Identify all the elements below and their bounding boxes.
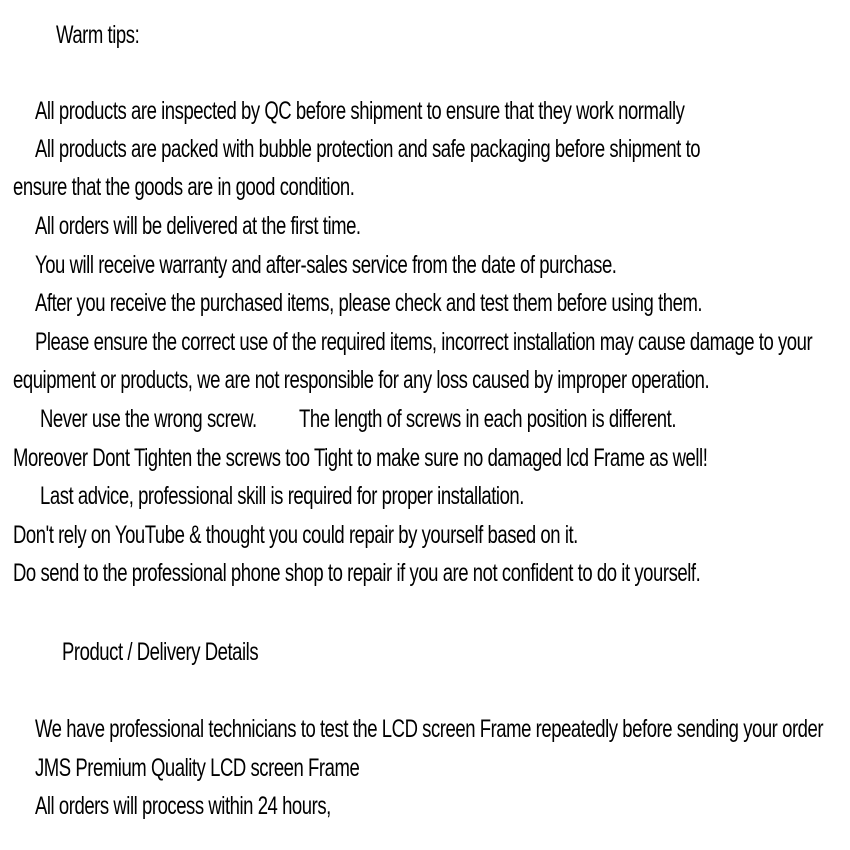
delivery-line: JMS Premium Quality LCD screen Frame <box>35 754 360 782</box>
delivery-heading: Product / Delivery Details <box>62 638 259 666</box>
warm-tips-line: All orders will be delivered at the first time. <box>35 212 361 240</box>
warm-tips-line: Don't rely on YouTube & thought you could repair by yourself based on it. <box>13 521 578 549</box>
warm-tips-line: After you receive the purchased items, please check and test them before using them. <box>35 289 703 317</box>
warm-tips-line: Moreover Dont Tighten the screws too Tight to make sure no damaged lcd Frame as well! <box>13 444 708 472</box>
warm-tips-line: Last advice, professional skill is required for proper installation. <box>40 482 524 510</box>
warm-tips-line: Never use the wrong screw. The length of screws in each position is different. <box>40 405 677 433</box>
warm-tips-line: Please ensure the correct use of the required items, incorrect installation may cause damage to your <box>35 328 813 356</box>
warm-tips-line: You will receive warranty and after-sales service from the date of purchase. <box>35 251 617 279</box>
delivery-line: All orders will process within 24 hours, <box>35 792 331 820</box>
warm-tips-line: ensure that the goods are in good condition. <box>13 173 355 201</box>
warm-tips-line: All products are packed with bubble protection and safe packaging before shipment to <box>35 135 701 163</box>
warm-tips-line: All products are inspected by QC before shipment to ensure that they work normally <box>35 97 685 125</box>
warm-tips-heading: Warm tips: <box>56 21 140 49</box>
warm-tips-line: equipment or products, we are not responsible for any loss caused by improper operation. <box>13 366 710 394</box>
delivery-line: We have professional technicians to test the LCD screen Frame repeatedly before sending your order <box>35 715 824 743</box>
warm-tips-line: Do send to the professional phone shop to repair if you are not confident to do it yourself. <box>13 559 701 587</box>
